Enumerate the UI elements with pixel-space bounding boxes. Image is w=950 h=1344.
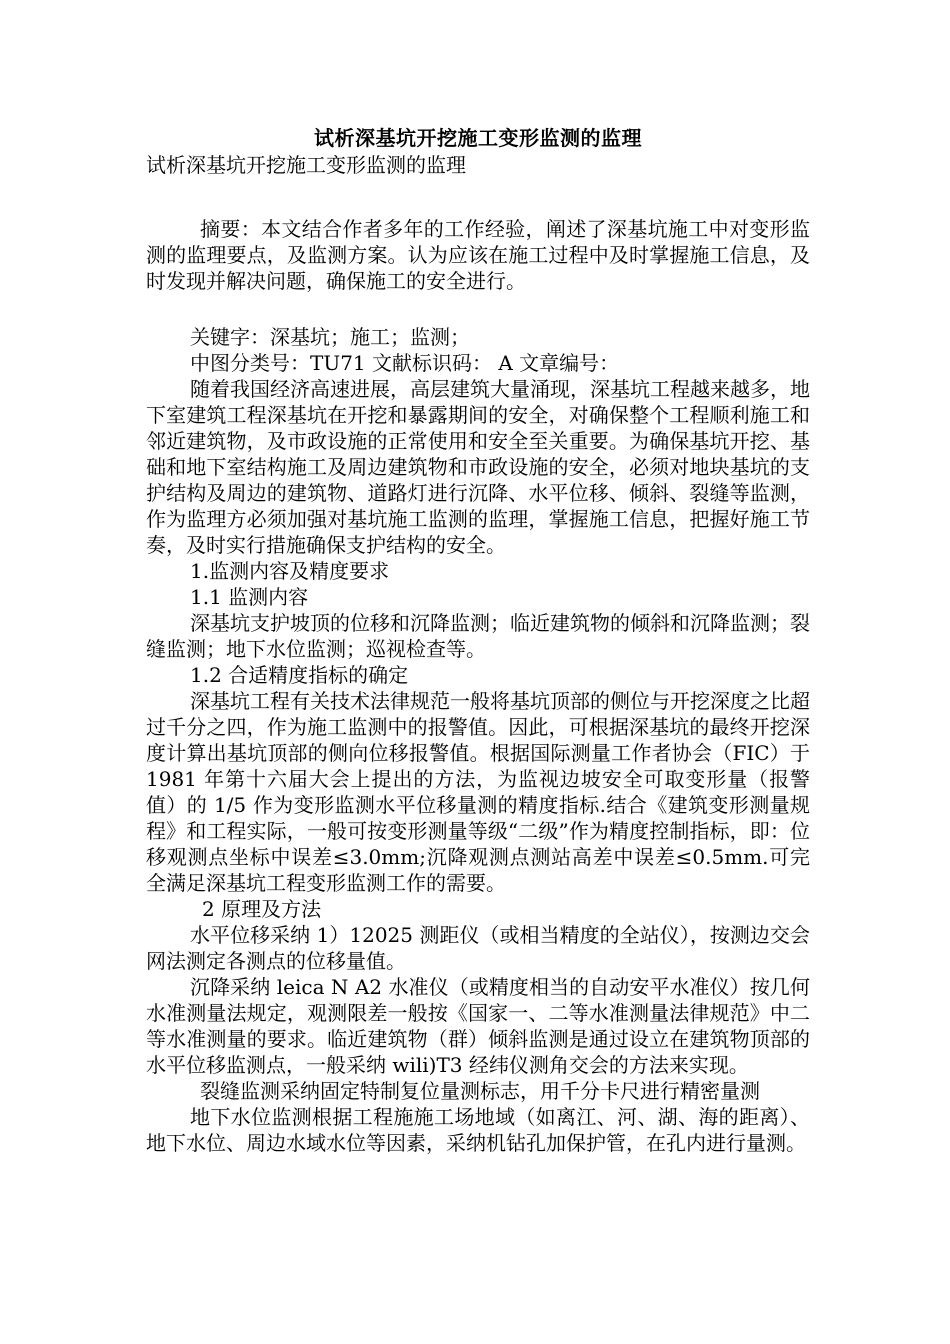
document-page	[146, 124, 810, 1156]
section-2-paragraph-1: 水平位移采纳 1）12025 测距仪（或相当精度的全站仪），按测边交会网法测定各测点的位移量值。	[146, 923, 810, 973]
section-2-paragraph-3: 裂缝监测采纳固定特制复位量测标志，用千分卡尺进行精密量测	[200, 1079, 760, 1103]
intro-paragraph: 随着我国经济高速进展，高层建筑大量涌现，深基坑工程越来越多，地下室建筑工程深基坑在开挖和暴露期间的安全，对确保整个工程顺利施工和邻近建筑物，及市政设施的正常使用和安全至关重要。为确保基坑开挖、基础和地下室结构施工及周边建筑物和市政设施的安全，必须对地块基坑的支护结构及周边的建筑物、道路灯进行沉降、水平位移、倾斜、裂缝等监测，作为监理方必须加强对基坑施工监测的监理，掌握施工信息，把握好施工节奏，及时实行措施确保支护结构的安全。	[146, 377, 810, 557]
classification-line: 中图分类号：TU71 文献标识码： A 文章编号：	[190, 351, 620, 375]
section-2-paragraph-2: 沉降采纳 leica N A2 水准仪（或精度相当的自动安平水准仪）按几何水准测量法规定，观测限差一般按《国家一、二等水准测量法律规范》中二等水准测量的要求。临近建筑物（群）倾斜监测是通过设立在建筑物顶部的水平位移监测点，一般采纳 wili)T3 经纬仪测角交会的方法来实现。	[146, 975, 810, 1077]
spacer	[146, 178, 810, 204]
section-1-1-heading: 1.1 监测内容	[190, 585, 309, 609]
section-2-heading: 2 原理及方法	[202, 897, 322, 921]
section-1-2-heading: 1.2 合适精度指标的确定	[190, 663, 409, 687]
section-1-1-text: 深基坑支护坡顶的位移和沉降监测；临近建筑物的倾斜和沉降监测；裂缝监测；地下水位监测；巡视检查等。	[146, 611, 810, 661]
document-subtitle: 试析深基坑开挖施工变形监测的监理	[146, 153, 466, 177]
section-1-2-text: 深基坑工程有关技术法律规范一般将基坑顶部的侧位与开挖深度之比超过千分之四，作为施工监测中的报警值。因此，可根据深基坑的最终开挖深度计算出基坑顶部的侧向位移报警值。根据国际测量工作者协会（FIC）于 1981 年第十六届大会上提出的方法，为监视边坡安全可取变形量（报警值）的 1/5 作为变形监测水平位移量测的精度指标.结合《建筑变形测量规程》和工程实际，一般可按变形测量等级“二级”作为精度控制指标，即：位移观测点坐标中误差≤3.0mm;沉降观测点测站高差中误差≤0.5mm.可完全满足深基坑工程变形监测工作的需要。	[146, 689, 810, 895]
abstract-paragraph: 摘要：本文结合作者多年的工作经验，阐述了深基坑施工中对变形监测的监理要点，及监测方案。认为应该在施工过程中及时掌握施工信息，及时发现并解决问题，确保施工的安全进行。	[146, 217, 810, 293]
keywords-line: 关键字：深基坑；施工；监测；	[190, 325, 470, 349]
section-1-heading: 1.监测内容及精度要求	[190, 559, 390, 583]
section-2-paragraph-4: 地下水位监测根据工程施施工场地域（如离江、河、湖、海的距离）、地下水位、周边水域水位等因素，采纳机钻孔加保护管，在孔内进行量测。	[146, 1105, 810, 1155]
document-title: 试析深基坑开挖施工变形监测的监理	[314, 126, 642, 150]
spacer	[146, 294, 810, 324]
